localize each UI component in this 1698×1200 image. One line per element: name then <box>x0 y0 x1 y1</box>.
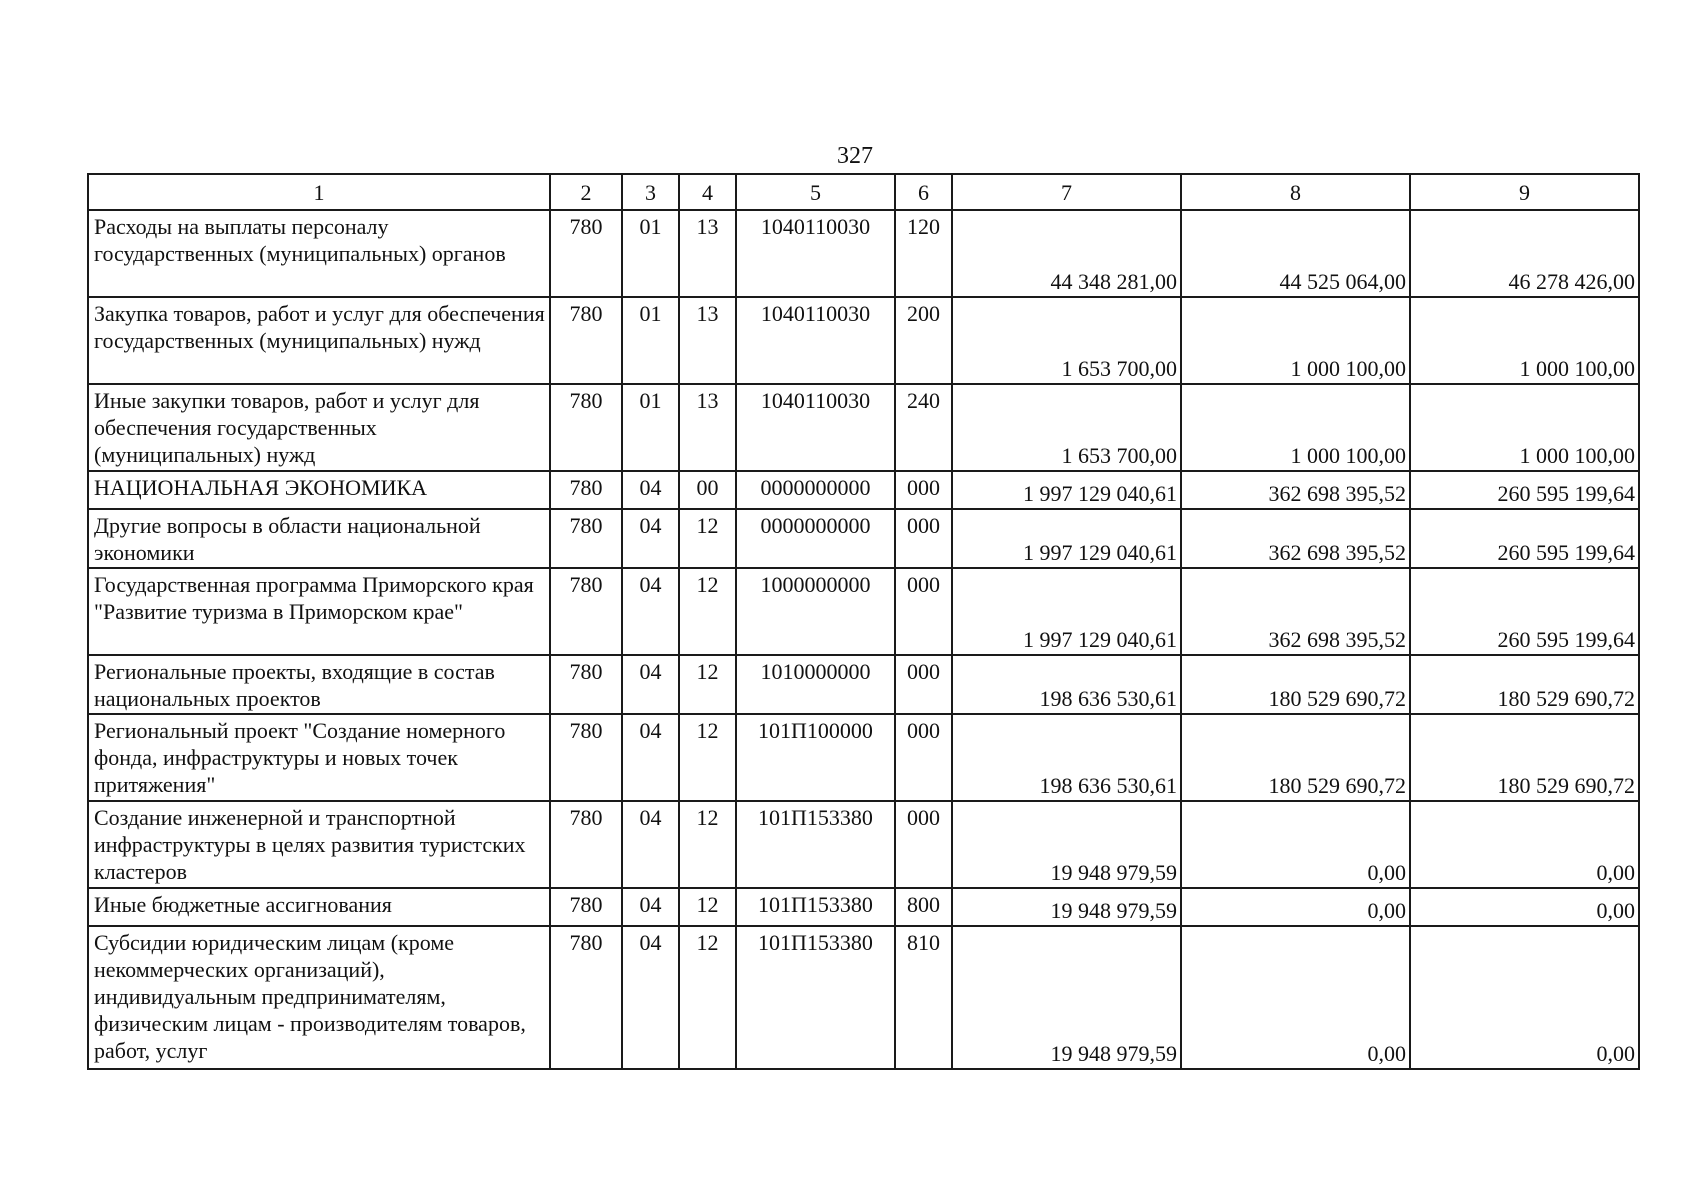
item-name: Иные закупки товаров, работ и услуг для обеспечения государственных (муниципальных) нужд <box>88 384 550 471</box>
amount-col-9: 260 595 199,64 <box>1410 471 1639 509</box>
expense-type-code: 000 <box>895 568 952 655</box>
expense-type-code: 000 <box>895 714 952 801</box>
target-article-code: 1040110030 <box>736 384 895 471</box>
amount-col-8: 44 525 064,00 <box>1181 210 1410 297</box>
ministry-code: 780 <box>550 568 622 655</box>
target-article-code: 101П153380 <box>736 926 895 1069</box>
column-number-header: 3 <box>622 174 679 210</box>
table-row <box>88 801 1639 888</box>
amount-col-8: 362 698 395,52 <box>1181 568 1410 655</box>
amount-col-8: 1 000 100,00 <box>1181 384 1410 471</box>
item-name: Субсидии юридическим лицам (кроме некоммерческих организаций), индивидуальным предпринимателям, физическим лицам - производителям товаров, работ, услуг <box>88 926 550 1069</box>
table-row <box>88 210 1639 297</box>
target-article-code: 1040110030 <box>736 210 895 297</box>
table-row <box>88 509 1639 568</box>
target-article-code: 1040110030 <box>736 297 895 384</box>
expense-type-code: 800 <box>895 888 952 926</box>
item-name: Закупка товаров, работ и услуг для обеспечения государственных (муниципальных) нужд <box>88 297 550 384</box>
item-name: Государственная программа Приморского края "Развитие туризма в Приморском крае" <box>88 568 550 655</box>
budget-table <box>87 173 1640 1070</box>
amount-col-7: 1 997 129 040,61 <box>952 568 1181 655</box>
subsection-code: 13 <box>679 384 736 471</box>
amount-col-8: 0,00 <box>1181 888 1410 926</box>
item-name: Иные бюджетные ассигнования <box>88 888 550 926</box>
amount-col-7: 44 348 281,00 <box>952 210 1181 297</box>
amount-col-7: 1 997 129 040,61 <box>952 471 1181 509</box>
amount-col-9: 180 529 690,72 <box>1410 714 1639 801</box>
column-number-header: 6 <box>895 174 952 210</box>
target-article-code: 101П153380 <box>736 888 895 926</box>
subsection-code: 00 <box>679 471 736 509</box>
page-number: 327 <box>837 143 873 169</box>
section-code: 01 <box>622 384 679 471</box>
amount-col-7: 1 653 700,00 <box>952 384 1181 471</box>
amount-col-7: 19 948 979,59 <box>952 926 1181 1069</box>
ministry-code: 780 <box>550 509 622 568</box>
table-row <box>88 714 1639 801</box>
amount-col-9: 260 595 199,64 <box>1410 509 1639 568</box>
target-article-code: 1000000000 <box>736 568 895 655</box>
column-number-header: 9 <box>1410 174 1639 210</box>
table-row <box>88 926 1639 1069</box>
column-number-row <box>88 174 1639 210</box>
target-article-code: 101П100000 <box>736 714 895 801</box>
amount-col-8: 362 698 395,52 <box>1181 471 1410 509</box>
subsection-code: 12 <box>679 568 736 655</box>
amount-col-9: 1 000 100,00 <box>1410 297 1639 384</box>
ministry-code: 780 <box>550 384 622 471</box>
subsection-code: 12 <box>679 509 736 568</box>
section-code: 04 <box>622 655 679 714</box>
amount-col-9: 46 278 426,00 <box>1410 210 1639 297</box>
amount-col-9: 180 529 690,72 <box>1410 655 1639 714</box>
table-row <box>88 384 1639 471</box>
amount-col-9: 0,00 <box>1410 926 1639 1069</box>
section-code: 01 <box>622 210 679 297</box>
column-number-header: 4 <box>679 174 736 210</box>
subsection-code: 12 <box>679 888 736 926</box>
column-number-header: 2 <box>550 174 622 210</box>
expense-type-code: 000 <box>895 509 952 568</box>
ministry-code: 780 <box>550 210 622 297</box>
amount-col-7: 198 636 530,61 <box>952 655 1181 714</box>
expense-type-code: 810 <box>895 926 952 1069</box>
item-name: Расходы на выплаты персоналу государственных (муниципальных) органов <box>88 210 550 297</box>
amount-col-7: 19 948 979,59 <box>952 888 1181 926</box>
ministry-code: 780 <box>550 297 622 384</box>
expense-type-code: 000 <box>895 801 952 888</box>
section-code: 04 <box>622 801 679 888</box>
amount-col-9: 0,00 <box>1410 801 1639 888</box>
subsection-code: 13 <box>679 297 736 384</box>
table-row <box>88 568 1639 655</box>
expense-type-code: 000 <box>895 471 952 509</box>
column-number-header: 8 <box>1181 174 1410 210</box>
ministry-code: 780 <box>550 714 622 801</box>
item-name: Другие вопросы в области национальной экономики <box>88 509 550 568</box>
section-code: 04 <box>622 888 679 926</box>
expense-type-code: 120 <box>895 210 952 297</box>
ministry-code: 780 <box>550 471 622 509</box>
amount-col-9: 0,00 <box>1410 888 1639 926</box>
subsection-code: 12 <box>679 714 736 801</box>
subsection-code: 13 <box>679 210 736 297</box>
target-article-code: 1010000000 <box>736 655 895 714</box>
amount-col-8: 0,00 <box>1181 926 1410 1069</box>
section-code: 04 <box>622 714 679 801</box>
table-row <box>88 471 1639 509</box>
column-number-header: 1 <box>88 174 550 210</box>
section-code: 04 <box>622 509 679 568</box>
ministry-code: 780 <box>550 801 622 888</box>
ministry-code: 780 <box>550 655 622 714</box>
expense-type-code: 200 <box>895 297 952 384</box>
section-code: 01 <box>622 297 679 384</box>
amount-col-8: 180 529 690,72 <box>1181 714 1410 801</box>
item-name: Создание инженерной и транспортной инфраструктуры в целях развития туристских кластеров <box>88 801 550 888</box>
expense-type-code: 240 <box>895 384 952 471</box>
amount-col-9: 1 000 100,00 <box>1410 384 1639 471</box>
amount-col-7: 198 636 530,61 <box>952 714 1181 801</box>
ministry-code: 780 <box>550 888 622 926</box>
target-article-code: 0000000000 <box>736 509 895 568</box>
item-name: НАЦИОНАЛЬНАЯ ЭКОНОМИКА <box>88 471 550 509</box>
item-name: Региональный проект "Создание номерного фонда, инфраструктуры и новых точек притяжения" <box>88 714 550 801</box>
subsection-code: 12 <box>679 655 736 714</box>
section-code: 04 <box>622 568 679 655</box>
amount-col-7: 1 653 700,00 <box>952 297 1181 384</box>
subsection-code: 12 <box>679 926 736 1069</box>
table-row <box>88 297 1639 384</box>
table-row <box>88 888 1639 926</box>
amount-col-9: 260 595 199,64 <box>1410 568 1639 655</box>
column-number-header: 5 <box>736 174 895 210</box>
amount-col-8: 180 529 690,72 <box>1181 655 1410 714</box>
expense-type-code: 000 <box>895 655 952 714</box>
amount-col-8: 362 698 395,52 <box>1181 509 1410 568</box>
target-article-code: 0000000000 <box>736 471 895 509</box>
table-row <box>88 655 1639 714</box>
amount-col-8: 1 000 100,00 <box>1181 297 1410 384</box>
column-number-header: 7 <box>952 174 1181 210</box>
item-name: Региональные проекты, входящие в состав национальных проектов <box>88 655 550 714</box>
subsection-code: 12 <box>679 801 736 888</box>
amount-col-7: 1 997 129 040,61 <box>952 509 1181 568</box>
amount-col-8: 0,00 <box>1181 801 1410 888</box>
ministry-code: 780 <box>550 926 622 1069</box>
target-article-code: 101П153380 <box>736 801 895 888</box>
amount-col-7: 19 948 979,59 <box>952 801 1181 888</box>
section-code: 04 <box>622 926 679 1069</box>
section-code: 04 <box>622 471 679 509</box>
